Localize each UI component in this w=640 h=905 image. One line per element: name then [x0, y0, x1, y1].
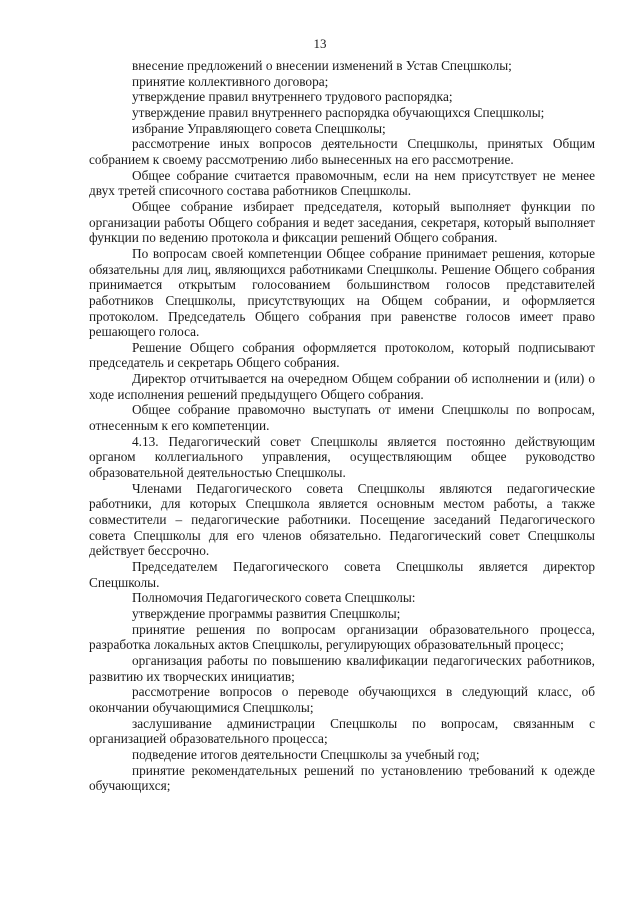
list-item-qualification: организация работы по повышению квалификации педагогических работников, развитию их творческих инициатив; — [89, 652, 595, 684]
paragraph-protocol: Решение Общего собрания оформляется протоколом, который подписывают председатель и секретарь Общего собрания. — [89, 339, 595, 371]
list-item-development-program: утверждение программы развития Спецшколы; — [132, 605, 401, 621]
list-item-dress-code: принятие рекомендательных решений по установлению требований к одежде обучающихся; — [89, 762, 595, 794]
paragraph-chairman-election: Общее собрание избирает председателя, который выполняет функции по организации работы Общего собрания и ведет заседания, секретаря, который выполняет функции по ведению протокола и фиксации решений Общего собрания. — [89, 198, 595, 246]
list-item-other-questions: рассмотрение иных вопросов деятельности Спецшколы, принятых Общим собранием к своему рассмотрению либо вынесенных на его рассмотрение. — [89, 136, 595, 167]
paragraph-decisions: По вопросам своей компетенции Общее собрание принимает решения, которые обязательны для лиц, являющихся работниками Спецшколы. Решение Общего собрания принимается открытым голосованием большинством голосов представителей работников Спецшколы, присутствующих на Общем собрании, и оформляется протоколом. Председатель Общего собрания при равенстве голосов имеет право решающего голоса. — [89, 245, 595, 340]
document-body — [89, 58, 595, 794]
paragraph-council-members: Членами Педагогического совета Спецшколы являются педагогические работники, для которых Спецшкола является основным местом работы, а также совместители – педагогические работники. Посещение заседаний Педагогического совета Спецшколы для его членов обязательно. Педагогический совет Спецшколы действует бессрочно. — [89, 480, 595, 559]
paragraph-council-powers-heading: Полномочия Педагогического совета Спецшколы: — [132, 590, 416, 606]
list-item-student-rules: утверждение правил внутреннего распорядка обучающихся Спецшколы; — [132, 104, 545, 120]
list-item-year-results: подведение итогов деятельности Спецшколы за учебный год; — [132, 746, 480, 762]
list-item-educational-process: принятие решения по вопросам организации образовательного процесса, разработка локальных актов Спецшколы, регулирующих образовательный процесс; — [89, 621, 595, 653]
paragraph-representation: Общее собрание правомочно выступать от имени Спецшколы по вопросам, отнесенным к его компетенции. — [89, 402, 595, 434]
list-item-administration-hearing: заслушивание администрации Спецшколы по вопросам, связанным с организацией образовательного процесса; — [89, 715, 595, 747]
paragraph-section-4-13: 4.13. Педагогический совет Спецшколы является постоянно действующим органом коллегиального управления, осуществляющим общее руководство образовательной деятельностью Спецшколы. — [89, 433, 595, 481]
list-item-collective-agreement: принятие коллективного договора; — [132, 73, 329, 89]
paragraph-council-chairman: Председателем Педагогического совета Спецшколы является директор Спецшколы. — [89, 559, 595, 590]
paragraph-director-report: Директор отчитывается на очередном Общем собрании об исполнении и (или) о ходе исполнения решений предыдущего Общего собрания. — [89, 371, 595, 402]
list-item-labor-rules: утверждение правил внутреннего трудового распорядка; — [132, 89, 453, 105]
list-item-board-election: избрание Управляющего совета Спецшколы; — [132, 120, 386, 136]
list-item-student-transfer: рассмотрение вопросов о переводе обучающихся в следующий класс, об окончании обучающимися Спецшколы; — [89, 684, 595, 715]
list-item-charter-amendments: внесение предложений о внесении изменений в Устав Спецшколы; — [132, 58, 512, 73]
paragraph-quorum: Общее собрание считается правомочным, если на нем присутствует не менее двух третей списочного состава работников Спецшколы. — [89, 167, 595, 199]
page-number: 13 — [313, 36, 327, 51]
